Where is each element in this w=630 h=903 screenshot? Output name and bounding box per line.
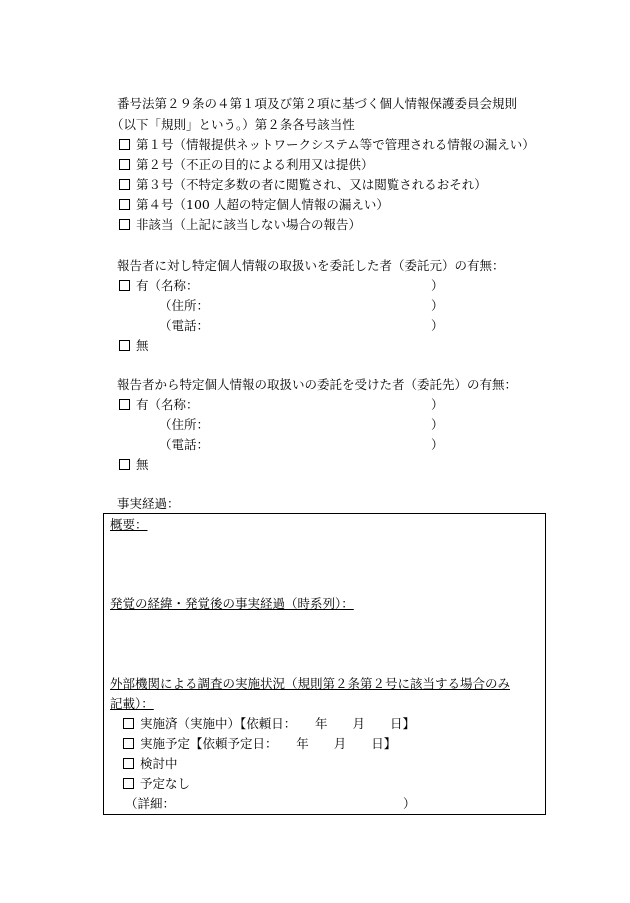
checkbox[interactable] <box>119 399 130 410</box>
checkbox[interactable] <box>119 219 130 230</box>
consignor-no[interactable]: 無 <box>119 338 149 354</box>
consignee-no[interactable]: 無 <box>119 457 149 473</box>
consignee-yes[interactable]: 有（名称： <box>119 397 199 413</box>
checkbox[interactable] <box>123 738 134 749</box>
checkbox-item-2[interactable]: 第２号（不正の目的による利用又は提供） <box>119 157 374 173</box>
facts-title: 事実経過： <box>117 496 180 511</box>
close-paren: ） <box>431 417 444 432</box>
investigation-option-2[interactable]: 実施予定【依頼予定日： 年 月 日】 <box>123 736 396 752</box>
checkbox[interactable] <box>119 179 130 190</box>
external-investigation-label-line1: 外部機関による調査の実施状況（規則第２条第２号に該当する場合のみ <box>110 676 511 691</box>
external-investigation-label-line2: 記載）： <box>110 696 154 711</box>
checkbox-item-3[interactable]: 第３号（不特定多数の者に閲覧され、又は閲覧されるおそれ） <box>119 177 487 193</box>
checkbox[interactable] <box>123 718 134 729</box>
close-paren: ） <box>431 397 444 412</box>
consignee-address-label: （住所： <box>159 417 210 432</box>
consignor-yes[interactable]: 有（名称： <box>119 278 199 294</box>
close-paren: ） <box>431 278 444 293</box>
checkbox-item-1[interactable]: 第１号（情報提供ネットワークシステム等で管理される情報の漏えい） <box>119 137 535 153</box>
checkbox[interactable] <box>119 199 130 210</box>
consignor-address-label: （住所： <box>159 298 210 313</box>
close-paren: ） <box>431 437 444 452</box>
close-paren: ） <box>431 298 444 313</box>
overview-label: 概要： <box>110 517 148 532</box>
checkbox[interactable] <box>119 280 130 291</box>
consignee-title: 報告者から特定個人情報の取扱いの委託を受けた者（委託先）の有無： <box>117 377 518 392</box>
investigation-option-4[interactable]: 予定なし <box>123 776 190 792</box>
consignor-phone-label: （電話： <box>159 318 210 333</box>
timeline-label: 発覚の経緯・発覚後の事実経過（時系列）： <box>110 596 354 611</box>
checkbox[interactable] <box>123 758 134 769</box>
checkbox-item-5[interactable]: 非該当（上記に該当しない場合の報告） <box>119 217 361 233</box>
investigation-option-1[interactable]: 実施済（実施中）【依頼日： 年 月 日】 <box>123 716 415 732</box>
rule-reference-line2: （以下「規則」という。）第２条各号該当性 <box>111 117 355 132</box>
checkbox[interactable] <box>119 139 130 150</box>
detail-close-paren: ） <box>403 796 416 811</box>
investigation-option-3[interactable]: 検討中 <box>123 756 178 772</box>
consignor-title: 報告者に対し特定個人情報の取扱いを委託した者（委託元）の有無： <box>117 258 505 273</box>
close-paren: ） <box>431 318 444 333</box>
consignee-phone-label: （電話： <box>159 437 210 452</box>
checkbox[interactable] <box>119 159 130 170</box>
checkbox[interactable] <box>123 778 134 789</box>
rule-reference-line1: 番号法第２９条の４第１項及び第２項に基づく個人情報保護委員会規則 <box>117 96 518 111</box>
checkbox-item-4[interactable]: 第４号（100 人超の特定個人情報の漏えい） <box>119 197 389 213</box>
detail-label: （詳細： <box>125 796 176 811</box>
checkbox[interactable] <box>119 340 130 351</box>
checkbox[interactable] <box>119 459 130 470</box>
